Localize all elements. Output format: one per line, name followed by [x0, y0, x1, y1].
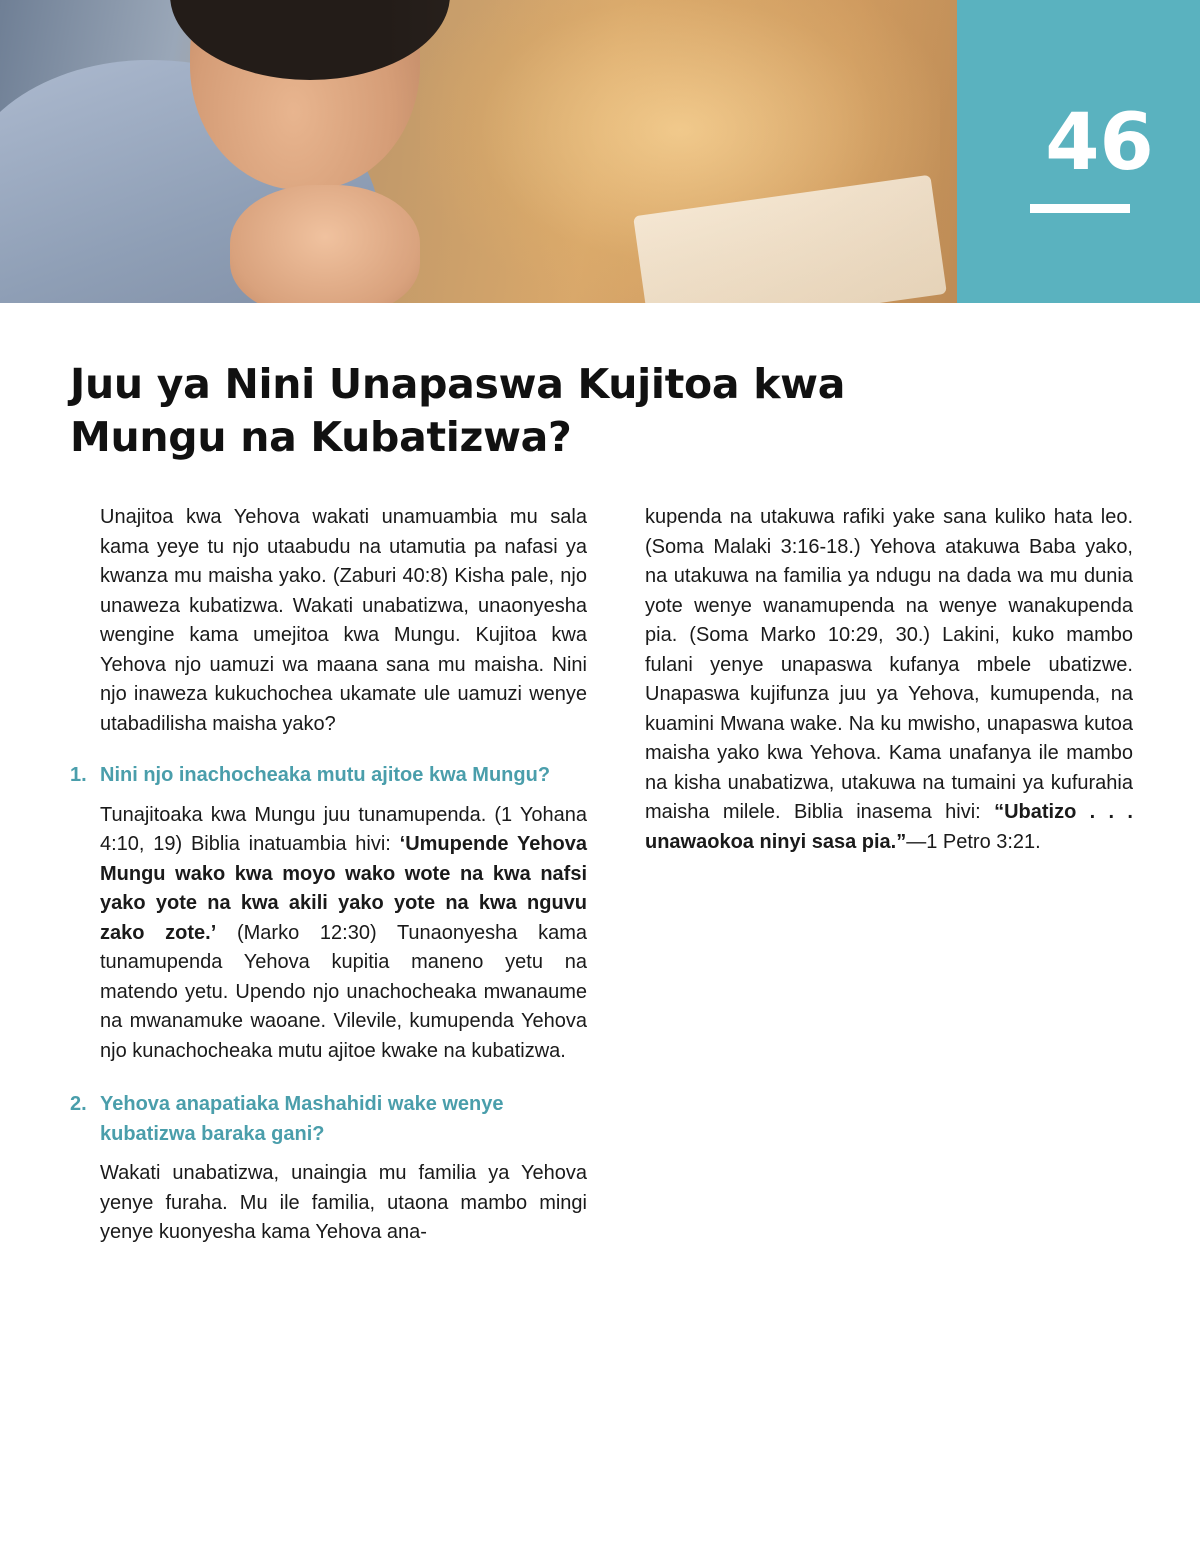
photo-overlay — [0, 0, 957, 303]
question-1 — [70, 761, 587, 791]
answer-1-quote: ‘Umupende Yehova Mungu wako kwa moyo wako wote na kwa nafsi yako yote na kwa akili yako yote na kwa nguvu zako zote.’ — [100, 833, 587, 944]
answer-1-text-a: Tunajitoaka kwa Mungu juu tunamupenda. (1 Yohana 4:10, 19) Biblia inatuambia hivi: — [100, 803, 587, 855]
question-2-number: 2. — [70, 1093, 87, 1115]
lesson-number: 46 — [1045, 98, 1154, 188]
header-photo — [0, 0, 957, 303]
answer-1-text-b: (Marko 12:30) Tunaonyesha kama tunamupenda Yehova kupitia maneno yetu na matendo yetu. Upendo njo unachocheaka mwanaume na mwanamuke waoane. Vilevile, kumupenda Yehova njo kunachocheaka mutu ajitoe kwake na kubatizwa. — [100, 921, 587, 1062]
answer-1-paragraph — [100, 801, 587, 1067]
right-column — [645, 503, 1133, 857]
title-line-2: Mungu na Kubatizwa? — [70, 413, 572, 461]
page-title — [70, 358, 970, 464]
question-1-text: Nini njo inachocheaka mutu ajitoe kwa Mungu? — [100, 764, 551, 786]
answer-2-paragraph-end — [645, 503, 1133, 857]
lesson-number-badge — [957, 0, 1200, 303]
question-1-number: 1. — [70, 764, 87, 786]
intro-paragraph: Unajitoa kwa Yehova wakati unamuambia mu sala kama yeye tu njo utaabudu na utamutia pa nafasi ya kwanza mu maisha yako. (Zaburi 40:8) Kisha pale, njo unaweza kubatizwa. Wakati unabatizwa, unaonyesha wengine kama umejitoa kwa Mungu. Kujitoa kwa Yehova njo uamuzi wa maana sana mu maisha. Nini njo inaweza kukuchochea ukamate ule uamuzi wenye utabadilisha maisha yako? — [100, 506, 587, 735]
answer-2-quote: “Ubatizo . . . unawaokoa ninyi sasa pia.” — [645, 801, 1133, 853]
answer-2-citation: —1 Petro 3:21. — [906, 830, 1041, 853]
answer-2-text-a: kupenda na utakuwa rafiki yake sana kuliko hata leo. (Soma Malaki 3:16-18.) Yehova atakuwa Baba yako, na utakuwa na familia ya ndugu na dada wa mu dunia yote wenye wanamupenda na wenye wanakupenda pia. (Soma Marko 10:29, 30.) Lakini, kuko mambo fulani yenye unapaswa kufanya mbele ubatizwe. Unapaswa kujifunza juu ya Yehova, kumupenda, na kuamini Mwana wake. Na ku mwisho, unapaswa kutoa maisha yako kwa Yehova. Kama unafanya ile mambo na kisha unabatizwa, utakuwa na tumaini ya kufurahia maisha milele. Biblia inasema hivi: — [645, 506, 1133, 823]
left-column — [70, 503, 587, 1248]
lesson-number-underline — [1030, 204, 1130, 213]
question-2-text: Yehova anapatiaka Mashahidi wake wenye kubatizwa baraka gani? — [100, 1093, 504, 1145]
question-2 — [70, 1090, 587, 1149]
title-line-1: Juu ya Nini Unapaswa Kujitoa kwa — [70, 360, 846, 408]
answer-2-paragraph-start: Wakati unabatizwa, unaingia mu familia ya Yehova yenye furaha. Mu ile familia, utaona mambo mingi yenye kuonyesha kama Yehova ana- — [100, 1162, 587, 1243]
